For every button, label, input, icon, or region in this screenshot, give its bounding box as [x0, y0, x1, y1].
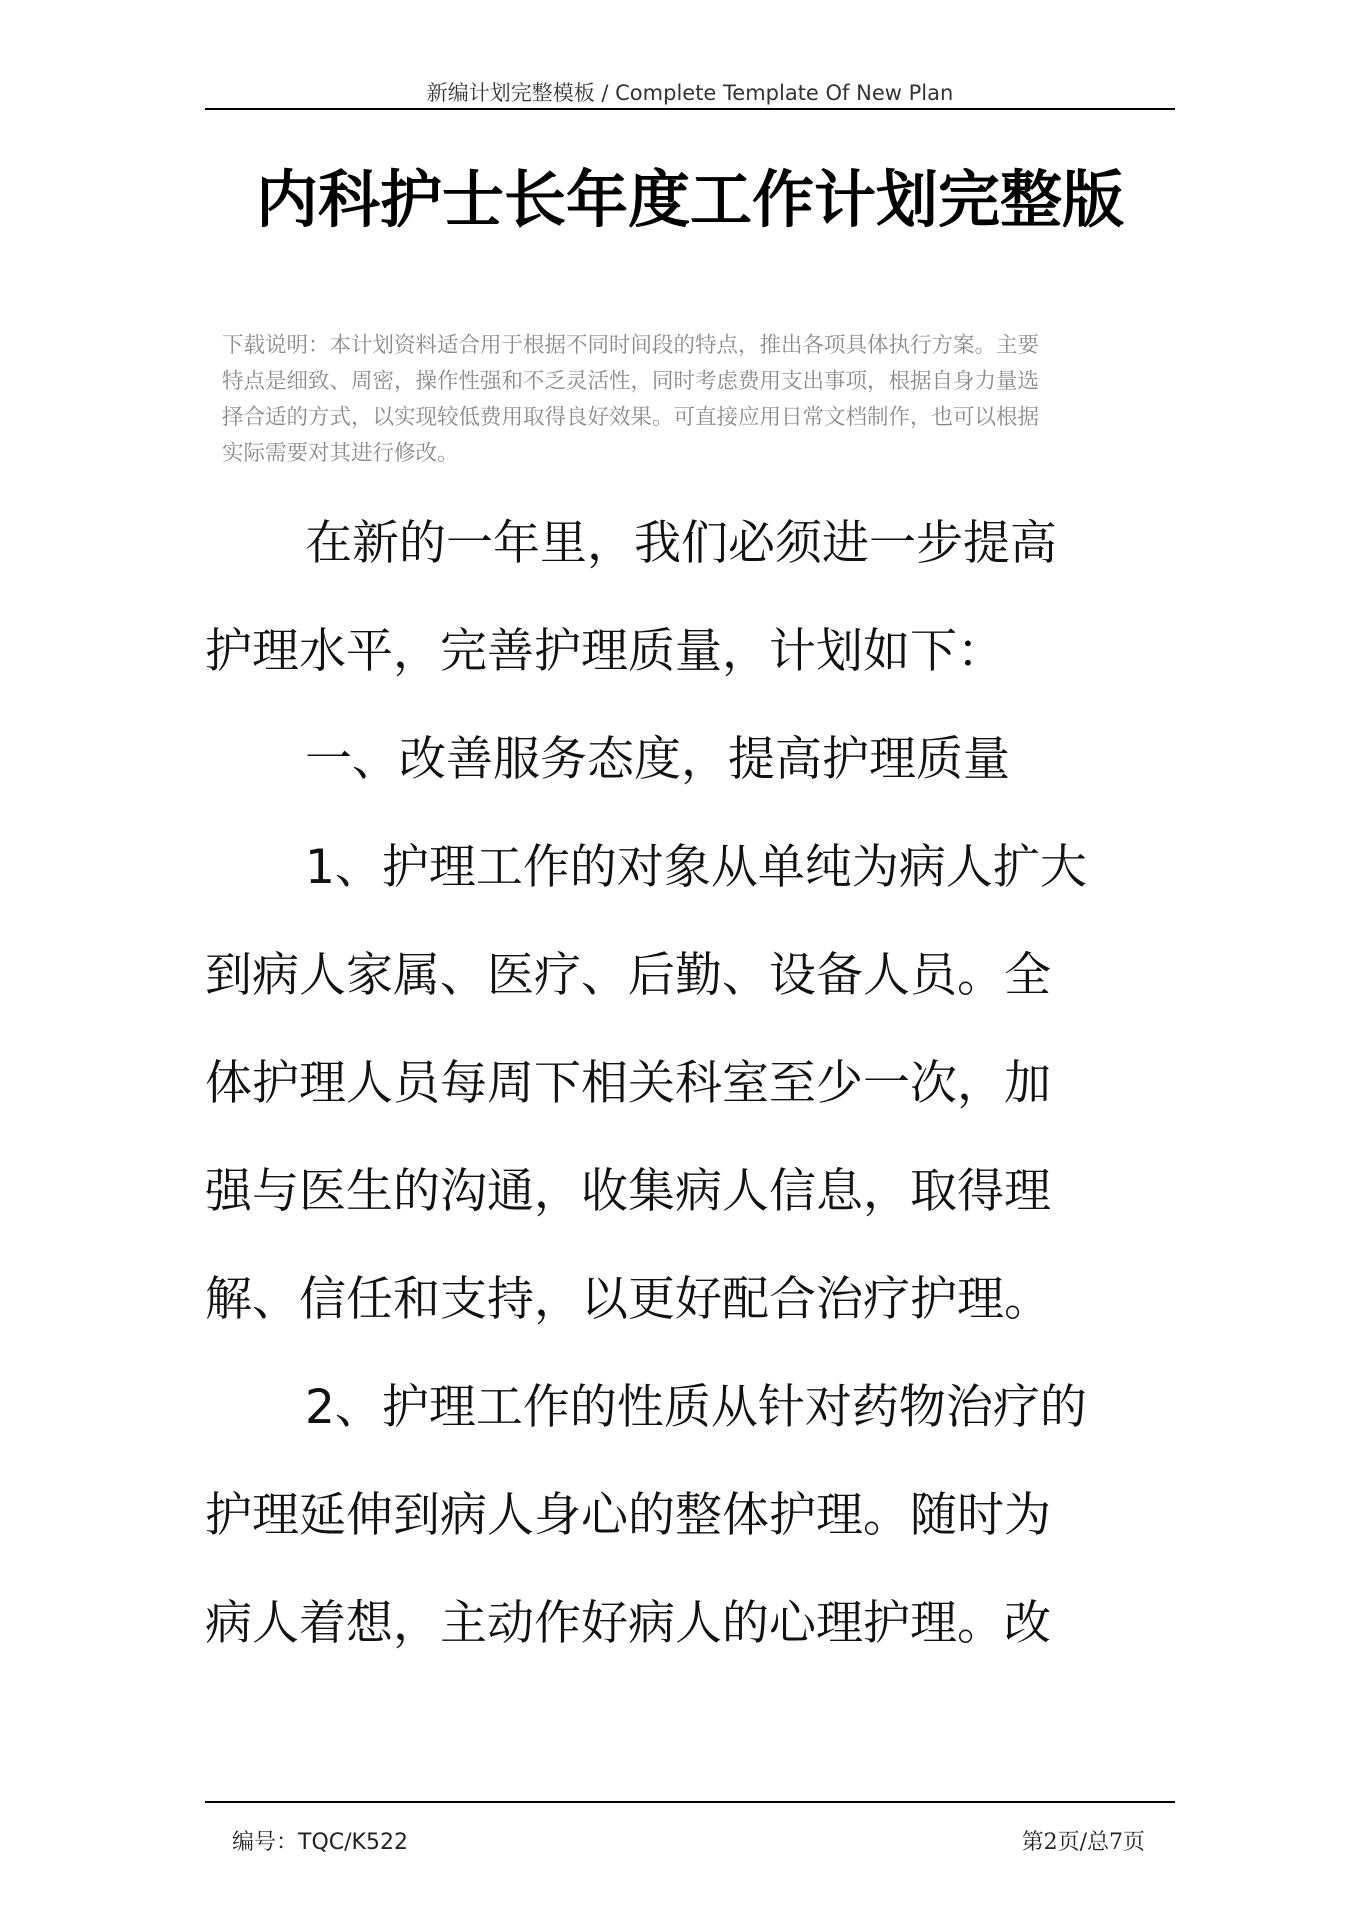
- footer-rule: [205, 1801, 1175, 1803]
- body-line: 在新的一年里，我们必须进一步提高: [305, 516, 1057, 571]
- body-line: 病人着想，主动作好病人的心理护理。改: [205, 1596, 1051, 1651]
- page-header: 新编计划完整模板 / Complete Template Of New Plan: [426, 81, 954, 105]
- header-rule: [205, 108, 1175, 110]
- notice-line: 择合适的方式，以实现较低费用取得良好效果。可直接应用日常文档制作，也可以根据: [222, 405, 1040, 430]
- notice-line: 特点是细致、周密，操作性强和不乏灵活性，同时考虑费用支出事项，根据自身力量选: [222, 369, 1040, 394]
- document-code: 编号：TQC/K522: [232, 1830, 408, 1855]
- body-line: 护理延伸到病人身心的整体护理。随时为: [205, 1488, 1051, 1543]
- body-content: [205, 490, 1175, 1678]
- body-line: 到病人家属、医疗、后勤、设备人员。全: [205, 948, 1051, 1003]
- body-line: 护理水平，完善护理质量，计划如下：: [205, 624, 1004, 679]
- notice-line: 下载说明：本计划资料适合用于根据不同时间段的特点，推出各项具体执行方案。主要: [222, 333, 1040, 358]
- download-notice: [222, 328, 1162, 472]
- section-heading: 一、改善服务态度，提高护理质量: [305, 732, 1010, 787]
- page-number: 第2页/总7页: [1021, 1830, 1145, 1855]
- notice-line: 实际需要对其进行修改。: [222, 441, 459, 466]
- body-line: 解、信任和支持，以更好配合治疗护理。: [205, 1272, 1051, 1327]
- body-line: 2、护理工作的性质从针对药物治疗的: [305, 1380, 1087, 1435]
- body-line: 1、护理工作的对象从单纯为病人扩大: [305, 840, 1087, 895]
- document-title: 内科护士长年度工作计划完整版: [255, 163, 1124, 236]
- body-line: 体护理人员每周下相关科室至少一次，加: [205, 1056, 1051, 1111]
- body-line: 强与医生的沟通，收集病人信息，取得理: [205, 1164, 1051, 1219]
